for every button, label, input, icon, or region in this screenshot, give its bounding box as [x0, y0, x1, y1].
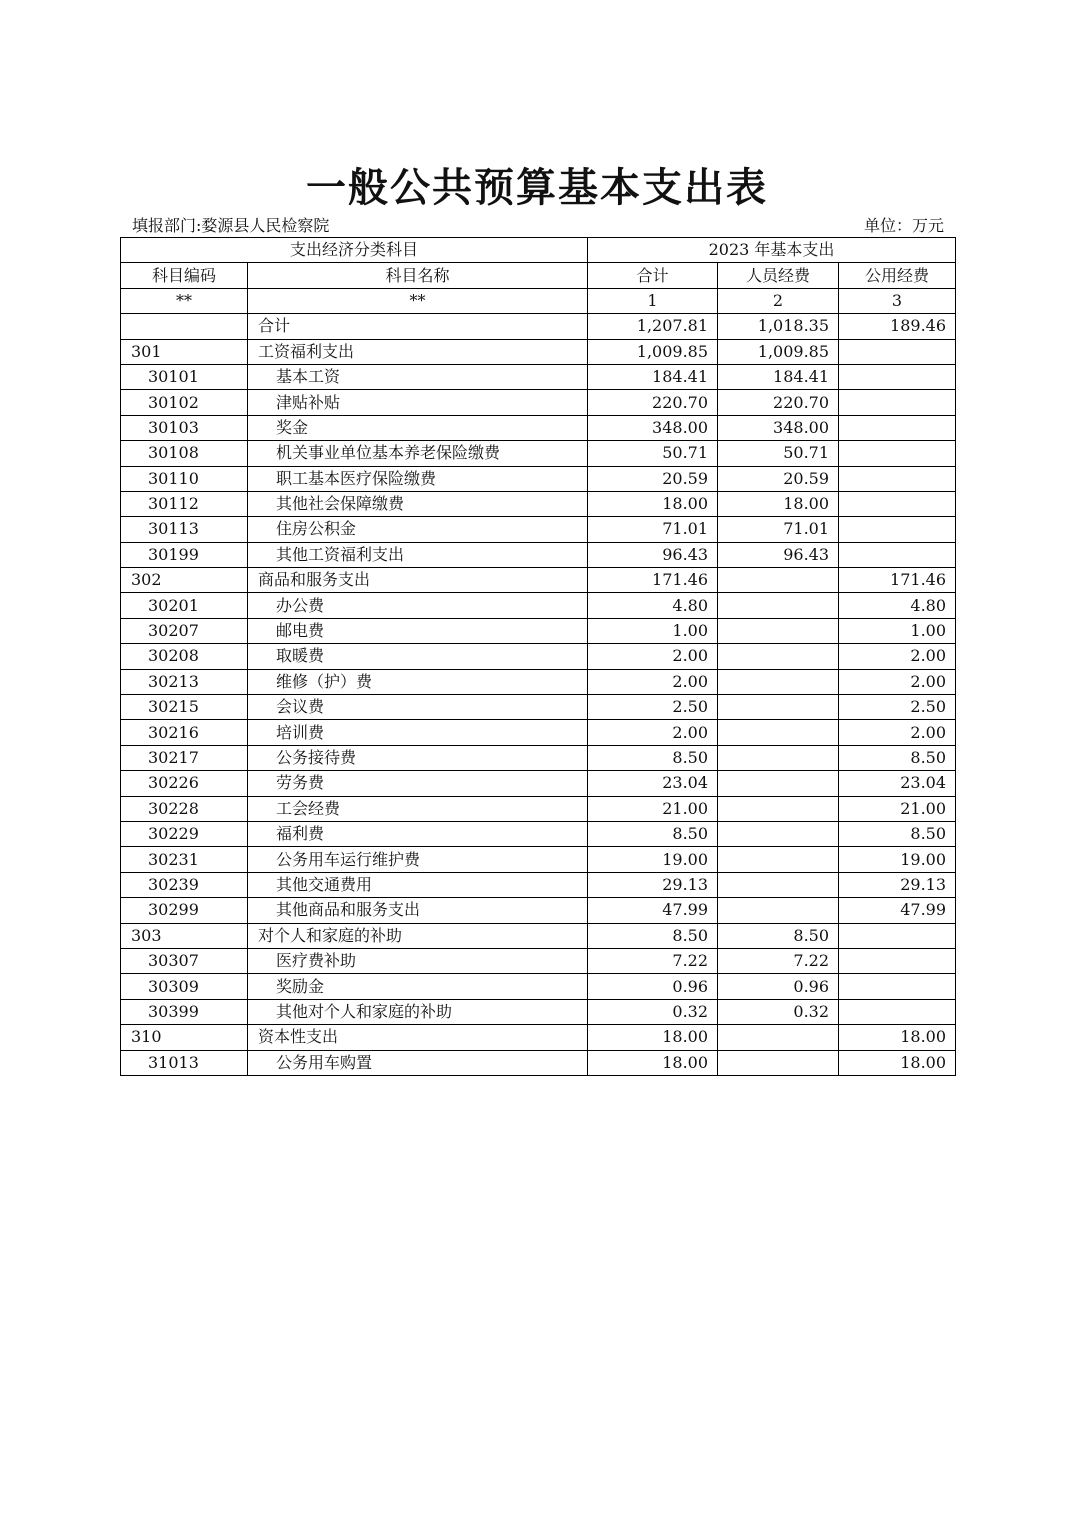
row-personnel [718, 745, 839, 770]
table-row [121, 491, 956, 516]
row-public: 19.00 [839, 847, 956, 872]
row-public [839, 390, 956, 415]
row-total: 2.50 [588, 695, 718, 720]
index-personnel: 2 [718, 288, 839, 313]
row-personnel [718, 669, 839, 694]
row-total: 2.00 [588, 720, 718, 745]
row-code: 30309 [121, 974, 248, 999]
row-total: 18.00 [588, 491, 718, 516]
row-total: 8.50 [588, 923, 718, 948]
row-name: 对个人和家庭的补助 [248, 923, 588, 948]
table-row [121, 339, 956, 364]
row-personnel: 50.71 [718, 441, 839, 466]
table-row [121, 314, 956, 339]
row-personnel: 8.50 [718, 923, 839, 948]
row-personnel: 71.01 [718, 517, 839, 542]
row-code: 30108 [121, 441, 248, 466]
row-personnel: 0.96 [718, 974, 839, 999]
row-code: 30399 [121, 999, 248, 1024]
row-total: 21.00 [588, 796, 718, 821]
row-code: 30201 [121, 593, 248, 618]
table-row [121, 364, 956, 389]
table-row [121, 415, 956, 440]
row-total: 0.32 [588, 999, 718, 1024]
table-row [121, 1025, 956, 1050]
row-name: 公务用车购置 [248, 1050, 588, 1075]
row-personnel [718, 568, 839, 593]
row-name: 培训费 [248, 720, 588, 745]
row-code: 30102 [121, 390, 248, 415]
row-personnel [718, 720, 839, 745]
row-public [839, 542, 956, 567]
row-code: 30216 [121, 720, 248, 745]
row-code: 30103 [121, 415, 248, 440]
row-total: 1.00 [588, 618, 718, 643]
unit-label: 单位：万元 [863, 216, 944, 235]
row-code: 30213 [121, 669, 248, 694]
row-personnel: 348.00 [718, 415, 839, 440]
row-code: 30229 [121, 821, 248, 846]
row-name: 职工基本医疗保险缴费 [248, 466, 588, 491]
header-public: 公用经费 [839, 263, 956, 288]
row-total: 71.01 [588, 517, 718, 542]
row-name: 会议费 [248, 695, 588, 720]
row-name: 基本工资 [248, 364, 588, 389]
table-row [121, 821, 956, 846]
row-total: 1,207.81 [588, 314, 718, 339]
row-total: 1,009.85 [588, 339, 718, 364]
row-personnel [718, 796, 839, 821]
row-total: 4.80 [588, 593, 718, 618]
row-code: 30110 [121, 466, 248, 491]
row-name: 其他商品和服务支出 [248, 898, 588, 923]
row-personnel: 18.00 [718, 491, 839, 516]
header-index-row [121, 288, 956, 313]
row-total: 7.22 [588, 948, 718, 973]
row-name: 工会经费 [248, 796, 588, 821]
row-name: 商品和服务支出 [248, 568, 588, 593]
row-total: 184.41 [588, 364, 718, 389]
table-row [121, 644, 956, 669]
row-name: 办公费 [248, 593, 588, 618]
header-group-year: 2023 年基本支出 [588, 238, 956, 263]
row-public: 18.00 [839, 1025, 956, 1050]
row-public: 171.46 [839, 568, 956, 593]
row-public: 8.50 [839, 745, 956, 770]
row-public: 23.04 [839, 771, 956, 796]
row-code: 30231 [121, 847, 248, 872]
row-code: 30239 [121, 872, 248, 897]
row-public: 8.50 [839, 821, 956, 846]
page-title: 一般公共预算基本支出表 [306, 164, 768, 211]
row-total: 171.46 [588, 568, 718, 593]
index-name: ** [248, 288, 588, 313]
row-personnel [718, 1050, 839, 1075]
row-public [839, 517, 956, 542]
row-name: 工资福利支出 [248, 339, 588, 364]
row-personnel [718, 644, 839, 669]
row-public: 2.50 [839, 695, 956, 720]
index-code: ** [121, 288, 248, 313]
row-code: 303 [121, 923, 248, 948]
row-code [121, 314, 248, 339]
row-public [839, 415, 956, 440]
row-public [839, 339, 956, 364]
row-personnel: 1,009.85 [718, 339, 839, 364]
row-name: 资本性支出 [248, 1025, 588, 1050]
row-total: 50.71 [588, 441, 718, 466]
header-personnel: 人员经费 [718, 263, 839, 288]
header-group-classification: 支出经济分类科目 [121, 238, 588, 263]
table-row [121, 745, 956, 770]
row-name: 邮电费 [248, 618, 588, 643]
header-group-row [121, 238, 956, 263]
table-row [121, 441, 956, 466]
row-name: 医疗费补助 [248, 948, 588, 973]
budget-table [120, 237, 956, 1076]
table-row [121, 568, 956, 593]
row-personnel [718, 821, 839, 846]
row-public [839, 923, 956, 948]
row-personnel [718, 847, 839, 872]
row-total: 96.43 [588, 542, 718, 567]
row-public: 21.00 [839, 796, 956, 821]
fill-department: 填报部门:婺源县人民检察院 [132, 216, 330, 235]
row-code: 30207 [121, 618, 248, 643]
row-personnel [718, 771, 839, 796]
table-row [121, 1050, 956, 1075]
row-total: 29.13 [588, 872, 718, 897]
row-public: 1.00 [839, 618, 956, 643]
table-row [121, 796, 956, 821]
row-total: 23.04 [588, 771, 718, 796]
table-row [121, 847, 956, 872]
row-personnel: 184.41 [718, 364, 839, 389]
row-total: 2.00 [588, 669, 718, 694]
table-row [121, 669, 956, 694]
table-row [121, 771, 956, 796]
row-total: 348.00 [588, 415, 718, 440]
table-row [121, 923, 956, 948]
row-total: 8.50 [588, 821, 718, 846]
row-public: 2.00 [839, 669, 956, 694]
table-row [121, 593, 956, 618]
row-personnel: 0.32 [718, 999, 839, 1024]
row-code: 301 [121, 339, 248, 364]
row-code: 30112 [121, 491, 248, 516]
row-code: 31013 [121, 1050, 248, 1075]
table-row [121, 720, 956, 745]
table-row [121, 542, 956, 567]
row-name: 维修（护）费 [248, 669, 588, 694]
row-code: 310 [121, 1025, 248, 1050]
row-name: 奖励金 [248, 974, 588, 999]
row-code: 30226 [121, 771, 248, 796]
row-personnel [718, 898, 839, 923]
header-code: 科目编码 [121, 263, 248, 288]
row-public [839, 974, 956, 999]
row-code: 30217 [121, 745, 248, 770]
row-code: 30307 [121, 948, 248, 973]
table-row [121, 999, 956, 1024]
row-public [839, 999, 956, 1024]
row-code: 30208 [121, 644, 248, 669]
row-public: 29.13 [839, 872, 956, 897]
row-public: 2.00 [839, 644, 956, 669]
row-total: 47.99 [588, 898, 718, 923]
row-code: 30299 [121, 898, 248, 923]
row-name: 福利费 [248, 821, 588, 846]
row-personnel: 20.59 [718, 466, 839, 491]
row-public: 189.46 [839, 314, 956, 339]
header-name: 科目名称 [248, 263, 588, 288]
row-name: 津贴补贴 [248, 390, 588, 415]
table-row [121, 948, 956, 973]
row-total: 20.59 [588, 466, 718, 491]
table-row [121, 466, 956, 491]
row-personnel [718, 872, 839, 897]
table-row [121, 872, 956, 897]
row-personnel [718, 593, 839, 618]
row-code: 302 [121, 568, 248, 593]
row-name: 其他工资福利支出 [248, 542, 588, 567]
row-name: 其他对个人和家庭的补助 [248, 999, 588, 1024]
row-total: 2.00 [588, 644, 718, 669]
row-name: 公务接待费 [248, 745, 588, 770]
row-total: 19.00 [588, 847, 718, 872]
row-name: 其他社会保障缴费 [248, 491, 588, 516]
row-name: 合计 [248, 314, 588, 339]
report-meta [132, 214, 944, 238]
row-personnel: 220.70 [718, 390, 839, 415]
row-public [839, 441, 956, 466]
row-name: 机关事业单位基本养老保险缴费 [248, 441, 588, 466]
row-public [839, 364, 956, 389]
table-row [121, 618, 956, 643]
table-row [121, 898, 956, 923]
table-row [121, 517, 956, 542]
row-public: 2.00 [839, 720, 956, 745]
row-total: 8.50 [588, 745, 718, 770]
row-public: 4.80 [839, 593, 956, 618]
row-name: 取暖费 [248, 644, 588, 669]
row-name: 其他交通费用 [248, 872, 588, 897]
row-total: 0.96 [588, 974, 718, 999]
row-personnel [718, 1025, 839, 1050]
row-public: 47.99 [839, 898, 956, 923]
row-personnel: 7.22 [718, 948, 839, 973]
row-personnel: 1,018.35 [718, 314, 839, 339]
row-total: 18.00 [588, 1050, 718, 1075]
row-code: 30199 [121, 542, 248, 567]
row-public [839, 466, 956, 491]
index-public: 3 [839, 288, 956, 313]
row-code: 30101 [121, 364, 248, 389]
row-code: 30113 [121, 517, 248, 542]
header-total: 合计 [588, 263, 718, 288]
row-total: 18.00 [588, 1025, 718, 1050]
row-code: 30228 [121, 796, 248, 821]
row-name: 奖金 [248, 415, 588, 440]
row-public: 18.00 [839, 1050, 956, 1075]
row-name: 公务用车运行维护费 [248, 847, 588, 872]
table-row [121, 974, 956, 999]
row-personnel [718, 695, 839, 720]
row-total: 220.70 [588, 390, 718, 415]
row-public [839, 948, 956, 973]
row-public [839, 491, 956, 516]
header-column-row [121, 263, 956, 288]
table-row [121, 390, 956, 415]
row-personnel [718, 618, 839, 643]
table-row [121, 695, 956, 720]
index-total: 1 [588, 288, 718, 313]
row-name: 劳务费 [248, 771, 588, 796]
row-code: 30215 [121, 695, 248, 720]
row-name: 住房公积金 [248, 517, 588, 542]
row-personnel: 96.43 [718, 542, 839, 567]
